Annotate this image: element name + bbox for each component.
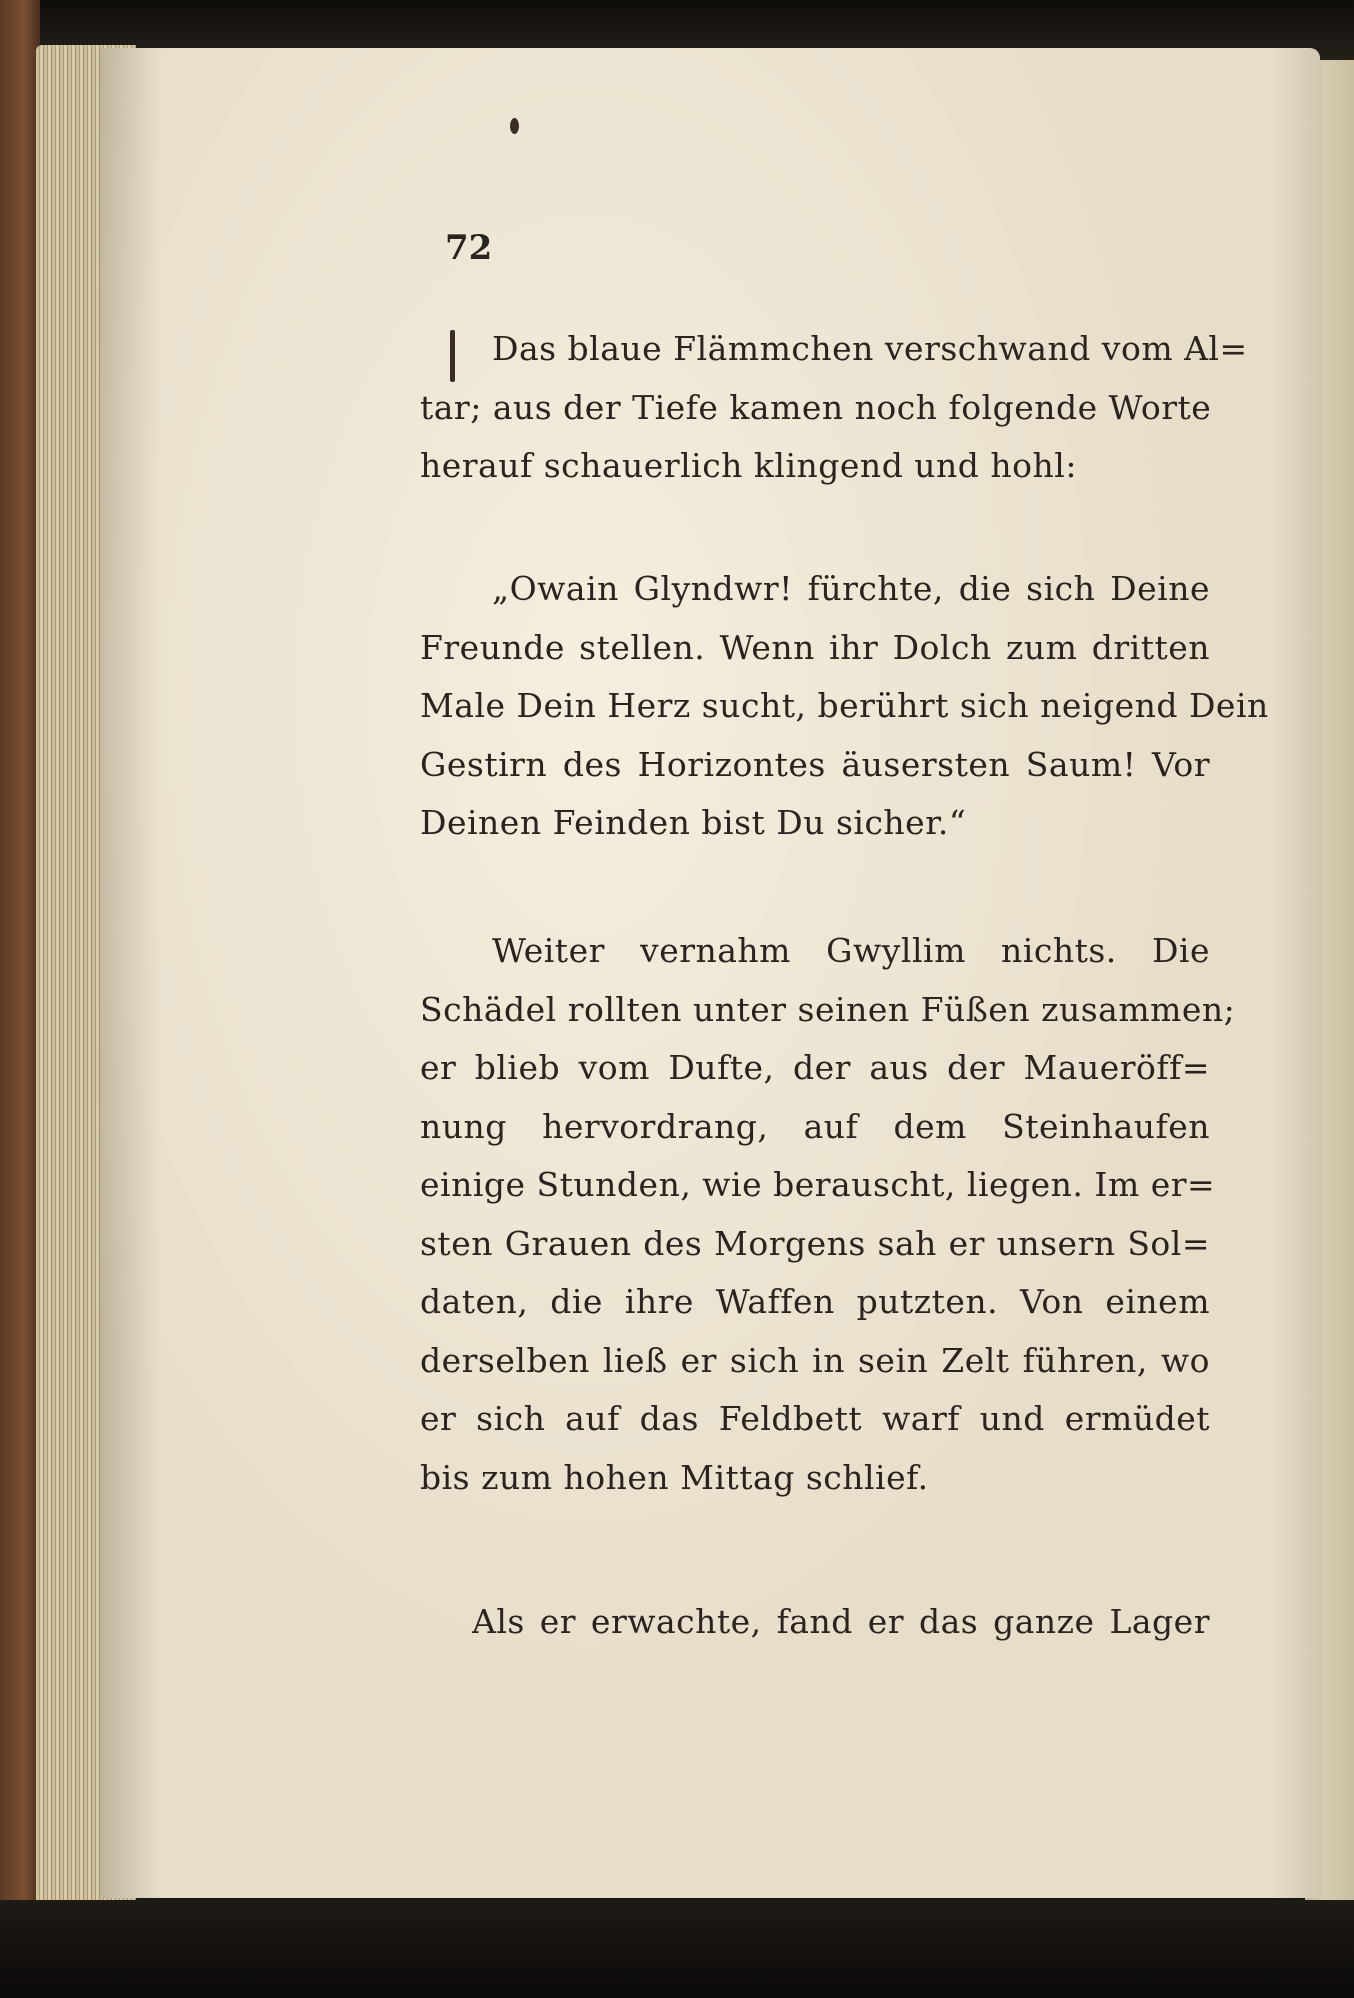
text-line: tar; aus der Tiefe kamen noch folgende Worte (420, 387, 1212, 427)
text-line: er sich auf das Feldbett warf und ermüdet (420, 1399, 1210, 1438)
paragraph-4 (420, 1593, 1210, 1652)
text-line: Deinen Feinden bist Du sicher.“ (420, 803, 967, 842)
text-line: Schädel rollten unter seinen Füßen zusammen; (420, 989, 1236, 1029)
text-line: daten, die ihre Waffen putzten. Von einem (420, 1282, 1210, 1321)
text-line: Freunde stellen. Wenn ihr Dolch zum dritten (420, 627, 1210, 667)
text-line: Das blaue Flämmchen verschwand vom Al= (492, 329, 1248, 368)
book-cover-left (0, 0, 40, 1998)
text-line: Als er erwachte, fand er das ganze Lager (472, 1602, 1210, 1641)
paragraph-3 (420, 922, 1236, 1507)
text-line: derselben ließ er sich in sein Zelt führen, wo (420, 1340, 1210, 1380)
text-line: Gestirn des Horizontes äusersten Saum! Vor (420, 744, 1210, 784)
paragraph-1 (420, 320, 1248, 496)
text-line: Weiter vernahm Gwyllim nichts. Die (492, 931, 1210, 970)
text-line: „Owain Glyndwr! fürchte, die sich Deine (492, 569, 1210, 608)
text-line: sten Grauen des Morgens sah er unsern Sol= (420, 1223, 1210, 1263)
text-line: nung hervordrang, auf dem Steinhaufen (420, 1106, 1210, 1146)
text-line: er blieb vom Dufte, der aus der Maueröff= (420, 1048, 1210, 1087)
text-line: einige Stunden, wie berauscht, liegen. Im er= (420, 1165, 1216, 1204)
text-line: bis zum hohen Mittag schlief. (420, 1457, 929, 1497)
binding-bottom-edge (0, 1900, 1354, 1998)
text-line: Male Dein Herz sucht, berührt sich neigend Dein (420, 686, 1269, 725)
text-line: herauf schauerlich klingend und hohl: (420, 446, 1077, 485)
ink-spot (510, 118, 519, 134)
page-number: 72 (445, 228, 493, 268)
paragraph-2 (420, 560, 1269, 853)
